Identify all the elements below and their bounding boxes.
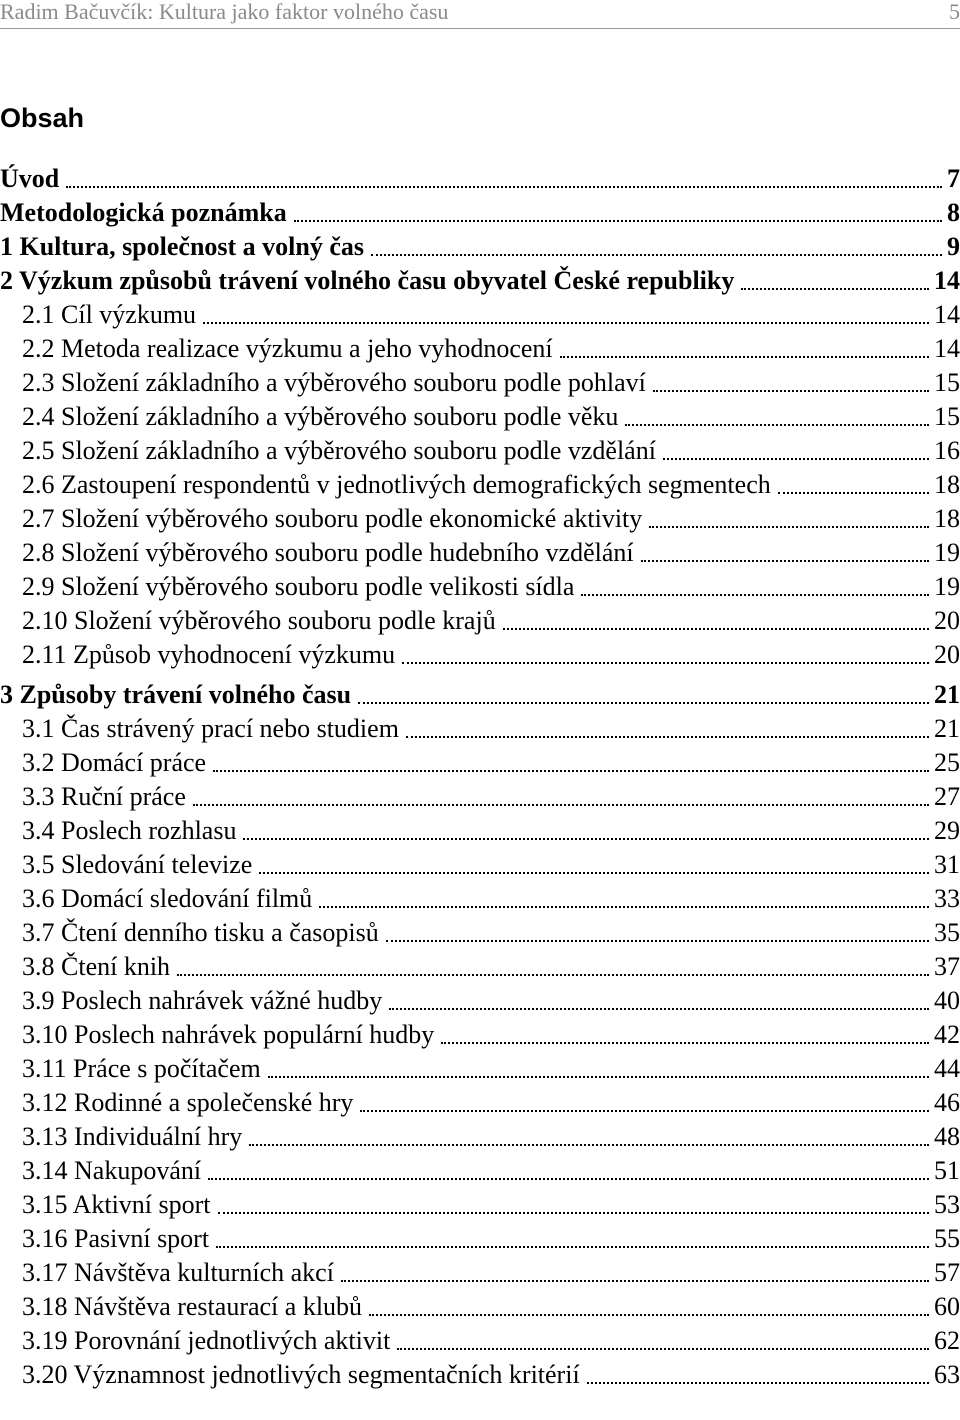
toc-dot-leader [625, 392, 929, 426]
running-header-title: Radim Bačuvčík: Kultura jako faktor volného času [0, 0, 449, 24]
toc-entry-title: 2.2 Metoda realizace výzkumu a jeho vyhodnocení [22, 334, 553, 363]
toc-entry-page: 15 [934, 402, 960, 431]
toc-entry-page: 31 [934, 850, 960, 879]
toc-entry-page: 14 [934, 266, 960, 295]
toc-entry-page: 44 [934, 1054, 960, 1083]
toc-entry-page: 20 [934, 640, 960, 669]
toc-entry-title: 2 Výzkum způsobů trávení volného času obyvatel České republiky [0, 266, 735, 295]
toc-dot-leader [389, 976, 929, 1010]
toc-entry-title: 3.13 Individuální hry [22, 1122, 243, 1151]
toc-entry-page: 57 [934, 1258, 960, 1287]
toc-entry-title: 3.19 Porovnání jednotlivých aktivit [22, 1326, 391, 1355]
toc-dot-leader [560, 324, 929, 358]
toc-entry[interactable] [0, 1358, 960, 1392]
toc-entry-page: 18 [934, 504, 960, 533]
toc-entry-page: 16 [934, 436, 960, 465]
toc-entry-title: 3.20 Významnost jednotlivých segmentačních kritérií [22, 1360, 580, 1389]
toc-dot-leader [663, 426, 929, 460]
toc-entry-page: 42 [934, 1020, 960, 1049]
toc-entry-title: 3.1 Čas strávený prací nebo studiem [22, 714, 399, 743]
toc-entry-title: 3.15 Aktivní sport [22, 1190, 211, 1219]
toc-entry-title: 3 Způsoby trávení volného času [0, 680, 352, 709]
toc-entry-page: 14 [934, 300, 960, 329]
toc-entry-title: 3.18 Návštěva restaurací a klubů [22, 1292, 363, 1321]
table-of-contents [0, 162, 960, 1392]
toc-entry-page: 25 [934, 748, 960, 777]
toc-entry-title: 2.5 Složení základního a výběrového souboru podle vzdělání [22, 436, 656, 465]
toc-entry-page: 46 [934, 1088, 960, 1117]
toc-entry-page: 33 [934, 884, 960, 913]
toc-dot-leader [360, 1078, 929, 1112]
toc-dot-leader [653, 358, 929, 392]
toc-entry-page: 51 [934, 1156, 960, 1185]
toc-entry-title: 2.1 Cíl výzkumu [22, 300, 197, 329]
toc-entry-page: 53 [934, 1190, 960, 1219]
toc-dot-leader [441, 1010, 929, 1044]
toc-entry-page: 29 [934, 816, 960, 845]
toc-entry-title: 3.12 Rodinné a společenské hry [22, 1088, 354, 1117]
toc-dot-leader [641, 528, 929, 562]
toc-dot-leader [66, 154, 942, 188]
toc-entry-title: 2.4 Složení základního a výběrového souboru podle věku [22, 402, 619, 431]
running-header [0, 0, 960, 29]
toc-dot-leader [741, 256, 929, 290]
toc-dot-leader [406, 704, 929, 738]
toc-dot-leader [386, 908, 929, 942]
toc-entry-page: 8 [947, 198, 960, 227]
toc-entry-page: 14 [934, 334, 960, 363]
toc-entry-title: 2.10 Složení výběrového souboru podle krajů [22, 606, 496, 635]
toc-dot-leader [213, 738, 929, 772]
toc-entry-page: 21 [934, 714, 960, 743]
toc-entry-page: 40 [934, 986, 960, 1015]
toc-entry-title: Metodologická poznámka [0, 198, 287, 227]
toc-entry-title: 2.8 Složení výběrového souboru podle hudebního vzdělání [22, 538, 634, 567]
toc-entry-title: 3.17 Návštěva kulturních akcí [22, 1258, 334, 1287]
toc-entry-title: 3.9 Poslech nahrávek vážné hudby [22, 986, 383, 1015]
toc-entry-page: 48 [934, 1122, 960, 1151]
toc-dot-leader [581, 562, 929, 596]
toc-dot-leader [649, 494, 929, 528]
toc-dot-leader [778, 460, 929, 494]
toc-dot-leader [358, 670, 929, 704]
toc-entry-page: 55 [934, 1224, 960, 1253]
toc-entry-title: 1 Kultura, společnost a volný čas [0, 232, 365, 261]
toc-entry-title: 3.6 Domácí sledování filmů [22, 884, 313, 913]
toc-entry-title: 3.5 Sledování televize [22, 850, 253, 879]
toc-entry-title: 2.9 Složení výběrového souboru podle velikosti sídla [22, 572, 575, 601]
toc-entry-page: 27 [934, 782, 960, 811]
toc-dot-leader [249, 1112, 929, 1146]
toc-dot-leader [193, 772, 929, 806]
toc-dot-leader [259, 840, 929, 874]
toc-entry-title: 2.7 Složení výběrového souboru podle ekonomické aktivity [22, 504, 643, 533]
toc-entry-title: 2.3 Složení základního a výběrového souboru podle pohlaví [22, 368, 646, 397]
toc-entry-title: 3.16 Pasivní sport [22, 1224, 210, 1253]
toc-entry-page: 19 [934, 572, 960, 601]
toc-entry-title: 3.8 Čtení knih [22, 952, 171, 981]
toc-entry-title: 2.11 Způsob vyhodnocení výzkumu [22, 640, 396, 669]
toc-dot-leader [503, 596, 929, 630]
toc-entry-page: 62 [934, 1326, 960, 1355]
toc-dot-leader [216, 1214, 929, 1248]
contents-title: Obsah [0, 103, 85, 133]
toc-dot-leader [294, 188, 942, 222]
toc-dot-leader [397, 1316, 929, 1350]
toc-dot-leader [402, 630, 929, 664]
toc-entry-title: 3.3 Ruční práce [22, 782, 186, 811]
toc-entry-title: 3.10 Poslech nahrávek populární hudby [22, 1020, 435, 1049]
toc-entry[interactable] [0, 638, 960, 672]
running-header-page-number: 5 [949, 0, 960, 24]
toc-entry-page: 15 [934, 368, 960, 397]
toc-entry-page: 7 [947, 164, 960, 193]
toc-entry-title: 2.6 Zastoupení respondentů v jednotlivých demografických segmentech [22, 470, 771, 499]
toc-dot-leader [268, 1044, 929, 1078]
toc-entry-title: 3.2 Domácí práce [22, 748, 207, 777]
toc-entry-title: Úvod [0, 164, 60, 193]
toc-entry-page: 63 [934, 1360, 960, 1389]
toc-dot-leader [177, 942, 929, 976]
toc-entry-page: 19 [934, 538, 960, 567]
toc-entry-title: 3.4 Poslech rozhlasu [22, 816, 237, 845]
toc-entry-title: 3.14 Nakupování [22, 1156, 202, 1185]
toc-entry-page: 37 [934, 952, 960, 981]
toc-entry-page: 9 [947, 232, 960, 261]
toc-dot-leader [203, 290, 929, 324]
toc-entry-title: 3.7 Čtení denního tisku a časopisů [22, 918, 379, 947]
toc-entry-page: 60 [934, 1292, 960, 1321]
toc-dot-leader [243, 806, 929, 840]
toc-entry-page: 18 [934, 470, 960, 499]
toc-dot-leader [369, 1282, 929, 1316]
toc-dot-leader [319, 874, 929, 908]
toc-dot-leader [371, 222, 942, 256]
toc-entry-page: 35 [934, 918, 960, 947]
toc-entry-page: 21 [934, 680, 960, 709]
toc-dot-leader [218, 1180, 929, 1214]
toc-dot-leader [208, 1146, 929, 1180]
toc-entry-page: 20 [934, 606, 960, 635]
toc-dot-leader [341, 1248, 929, 1282]
toc-dot-leader [587, 1350, 929, 1384]
toc-entry-title: 3.11 Práce s počítačem [22, 1054, 261, 1083]
